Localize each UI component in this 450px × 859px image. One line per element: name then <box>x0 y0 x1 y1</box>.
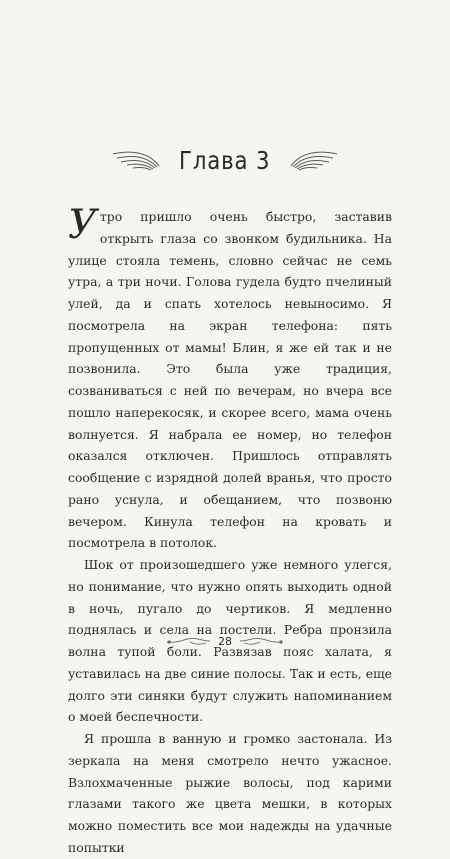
right-wing-ornament-icon <box>289 146 341 174</box>
paragraph-1 <box>68 202 392 554</box>
page-footer <box>0 629 450 653</box>
chapter-body <box>68 202 392 859</box>
chapter-header <box>0 140 450 180</box>
drop-cap: У <box>68 202 97 248</box>
page-number: 28 <box>218 634 232 648</box>
left-wing-ornament-icon <box>109 146 161 174</box>
left-footer-ornament-icon <box>166 634 212 648</box>
paragraph-2: Шок от произошедшего уже немного улегся, но понимание, что нужно опять выходить одной в ночь, пугало до чертиков. Я медленно поднялась и села на постели. Ребра пронзила волна тупой боли. Развязав пояс халата, я уставилась на две синие полосы. Так и есть, еще долго эти синяки будут служить напоминанием о моей беспечности. <box>68 557 392 725</box>
chapter-title: Глава 3 <box>179 145 271 175</box>
right-footer-ornament-icon <box>238 634 284 648</box>
paragraph-3: Я прошла в ванную и громко застонала. Из зеркала на меня смотрело нечто ужасное. Взлохмаченные рыжие волосы, под карими глазами такого же цвета мешки, в которых можно поместить все мои надежды на удачные попытки <box>68 731 392 855</box>
paragraph-1-text: тро пришло очень быстро, заставив открыть глаза со звонком будильника. На улице стояла темень, словно сейчас не семь утра, а три ночи. Голова гудела будто пчелиный улей, да и спать хотелось невыносимо. Я посмотрела на экран телефона: пять пропущенных от мамы! Блин, я же ей так и не позвонила. Это была уже традиция, созваниваться с ней по вечерам, но вчера все пошло наперекосяк, и скорее всего, мама очень волнуется. Я набрала ее номер, но телефон оказался отключен. Пришлось отправлять сообщение с изрядной долей вранья, что просто рано уснула, и обещанием, что позвоню вечером. Кинула телефон на кровать и посмотрела в потолок. <box>68 209 392 551</box>
